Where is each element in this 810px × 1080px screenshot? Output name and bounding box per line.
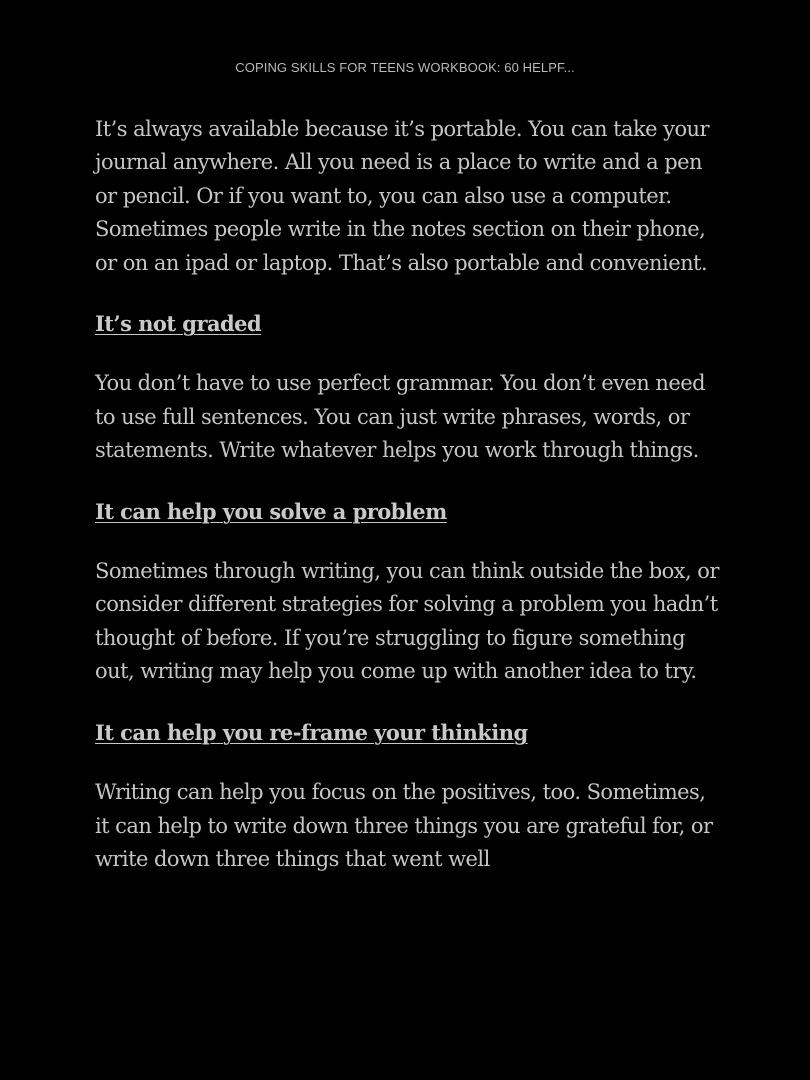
book-title-header: COPING SKILLS FOR TEENS WORKBOOK: 60 HELPF... — [235, 60, 575, 75]
section-heading: It can help you re-frame your thinking — [95, 719, 528, 745]
section-heading: It can help you solve a problem — [95, 498, 447, 524]
reader-page[interactable] — [95, 113, 725, 903]
body-paragraph: It’s always available because it’s portable. You can take your journal anywhere. All you need is a place to write and a pen or pencil. Or if you want to, you can also use a computer. Sometimes people write in the notes section on their phone, or on an ipad or laptop. That’s also portable and convenient. — [95, 117, 710, 275]
section-heading: It’s not graded — [95, 311, 262, 337]
body-paragraph: Sometimes through writing, you can think outside the box, or consider different strategies for solving a problem you hadn’t thought of before. If you’re struggling to figure something out, writing may help you come up with another idea to try. — [95, 559, 719, 684]
body-paragraph: Writing can help you focus on the positives, too. Sometimes, it can help to write down three things you are grateful for, or write down three things that went well — [95, 780, 713, 871]
body-paragraph: You don’t have to use perfect grammar. You don’t even need to use full sentences. You can just write phrases, words, or statements. Write whatever helps you work through things. — [95, 371, 705, 463]
